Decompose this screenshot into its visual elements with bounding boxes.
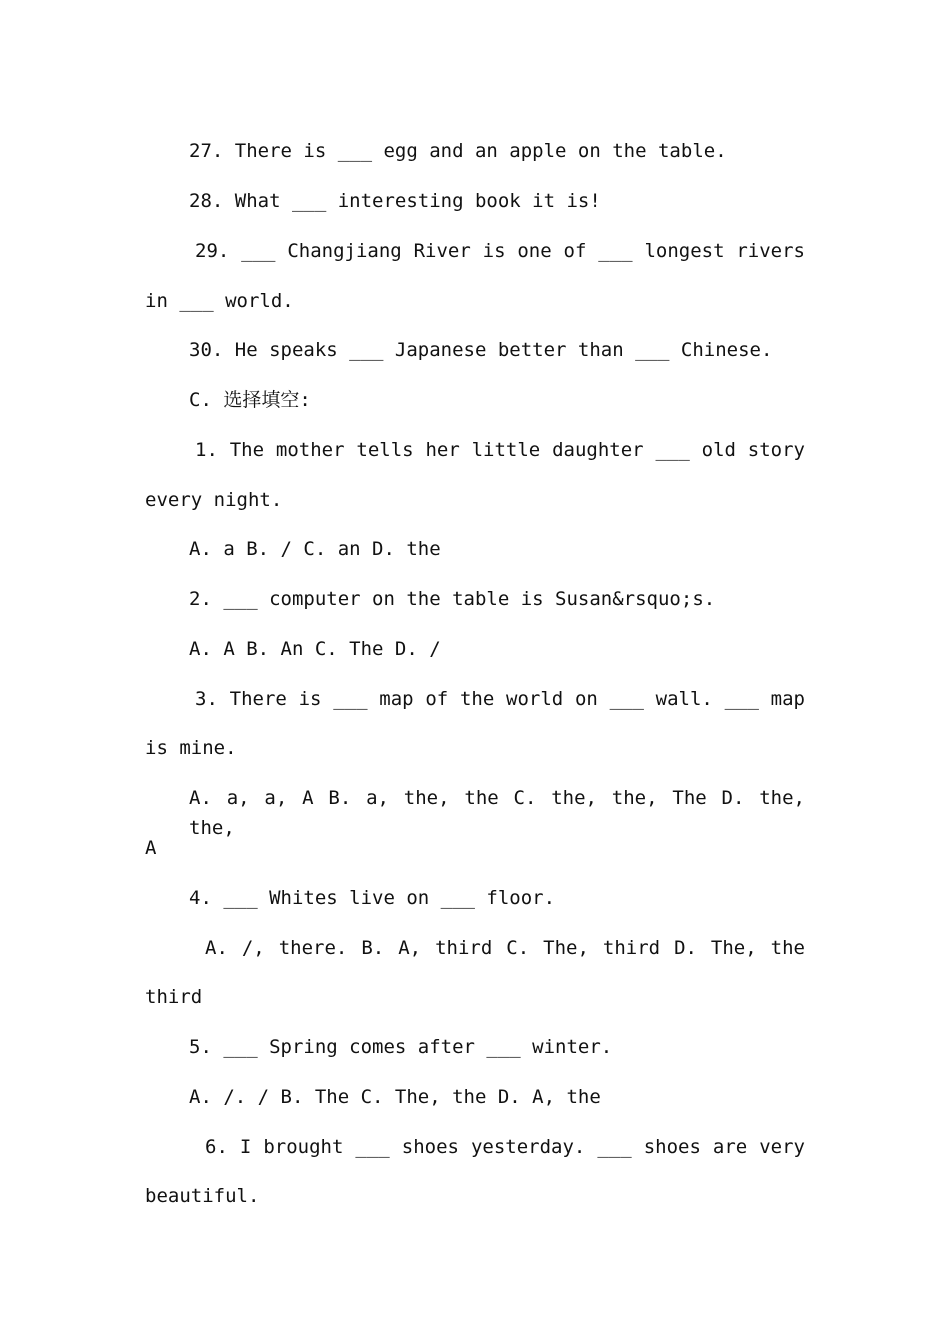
- question-27: 27. There is ___ egg and an apple on the table.: [189, 140, 727, 162]
- choice-question-3: 3. There is ___ map of the world on ___ wall. ___ map: [195, 688, 805, 710]
- question-29: 29. ___ Changjiang River is one of ___ longest rivers: [195, 240, 805, 262]
- choice-question-6: 6. I brought ___ shoes yesterday. ___ shoes are very: [205, 1136, 805, 1158]
- choice-question-2: 2. ___ computer on the table is Susan&rsquo;s.: [189, 588, 716, 610]
- section-heading: C. 选择填空:: [189, 389, 311, 411]
- question-29-continued: in ___ world.: [145, 290, 294, 312]
- choice-question-1: 1. The mother tells her little daughter ___ old story: [195, 439, 805, 461]
- choice-options-4-continued: third: [145, 986, 203, 1008]
- choice-options-4: A. /, there. B. A, third C. The, third D. The, the: [205, 937, 805, 959]
- choice-options-1: A. a B. / C. an D. the: [189, 538, 441, 560]
- choice-question-5: 5. ___ Spring comes after ___ winter.: [189, 1036, 613, 1058]
- choice-question-3-continued: is mine.: [145, 737, 237, 759]
- choice-question-4: 4. ___ Whites live on ___ floor.: [189, 887, 556, 909]
- choice-question-1-continued: every night.: [145, 489, 283, 511]
- question-30: 30. He speaks ___ Japanese better than ___ Chinese.: [189, 339, 773, 361]
- choice-options-3-continued: A: [145, 837, 157, 859]
- choice-options-5: A. /. / B. The C. The, the D. A, the: [189, 1086, 601, 1108]
- choice-options-3: A. a, a, A B. a, the, the C. the, the, The D. the, the,: [189, 787, 805, 839]
- choice-options-2: A. A B. An C. The D. /: [189, 638, 441, 660]
- choice-question-6-continued: beautiful.: [145, 1185, 260, 1207]
- question-28: 28. What ___ interesting book it is!: [189, 190, 601, 212]
